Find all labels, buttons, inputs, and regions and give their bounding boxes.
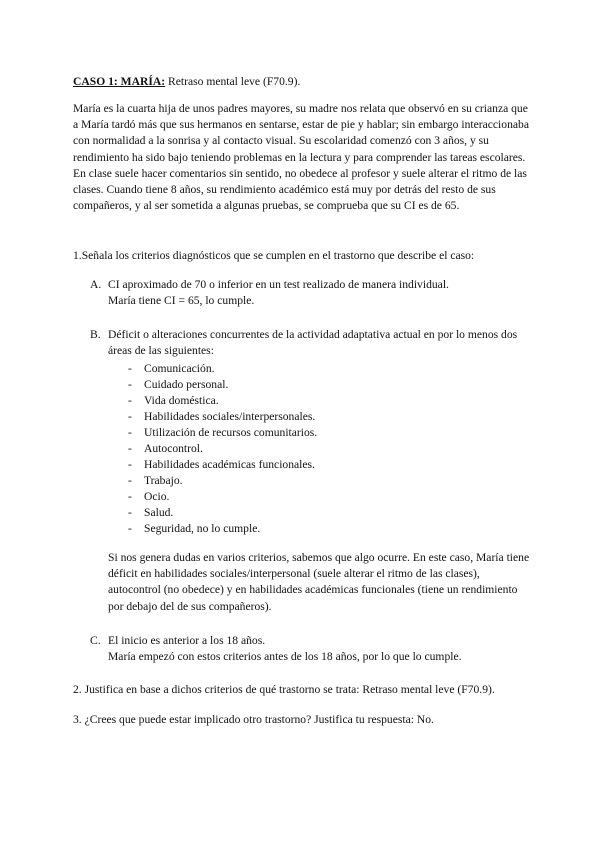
list-item: - Habilidades académicas funcionales.: [128, 458, 315, 471]
list-item: - Cuidado personal.: [128, 378, 229, 391]
criterion-a-answer: María tiene CI = 65, lo cumple.: [108, 294, 255, 308]
question-1: 1.Señala los criterios diagnósticos que se cumplen en el trastorno que describe el caso:: [73, 249, 475, 262]
list-item: - Seguridad, no lo cumple.: [128, 522, 261, 535]
criterion-c-answer: María empezó con estos criterios antes de los 18 años, por lo que lo cumple.: [108, 650, 462, 664]
list-item: - Salud.: [128, 506, 174, 519]
case-title-lead: CASO 1: MARÍA:: [73, 75, 166, 88]
criterion-a-letter: A.: [90, 278, 102, 291]
list-item: - Autocontrol.: [128, 442, 203, 455]
list-item: - Habilidades sociales/interpersonales.: [128, 410, 316, 423]
adaptive-areas-list: [128, 361, 428, 537]
list-item: - Comunicación.: [128, 362, 215, 375]
list-item: - Utilización de recursos comunitarios.: [128, 426, 318, 439]
criterion-b-text: Déficit o alteraciones concurrentes de la actividad adaptativa actual en por lo menos dos áreas de las siguientes:: [108, 328, 518, 358]
case-description: María es la cuarta hija de unos padres mayores, su madre nos relata que observó en su crianza que a María tardó más que sus hermanos en sentarse, estar de pie y hablar; sin embargo interaccionaba con normalidad a la sonrisa y al contacto visual. Su escolaridad comenzó con 3 años, y su rendimiento ha sido bajo teniendo problemas en la lectura y para comprender las tareas escolares. En clase suele hacer comentarios sin sentido, no obedece al profesor y suele alterar el ritmo de las clases. Cuando tiene 8 años, su rendimiento académico está muy por detrás del resto de sus compañeros, y al ser sometida a algunas pruebas, se comprueba que su CI es de 65.: [73, 102, 529, 213]
criterion-b-note: Si nos genera dudas en varios criterios, sabemos que algo ocurre. En este caso, María tiene déficit en habilidades sociales/interpersonal (suele alterar el ritmo de las clases), autocontrol (no obedece) y en habilidades académicas funcionales (tiene un rendimiento por debajo del de sus compañeros).: [108, 551, 530, 613]
list-item: - Trabajo.: [128, 474, 183, 487]
question-2: 2. Justifica en base a dichos criterios de qué trastorno se trata: Retraso mental leve (F70.9).: [73, 683, 495, 696]
criterion-b-letter: B.: [90, 328, 101, 341]
question-3: 3. ¿Crees que puede estar implicado otro trastorno? Justifica tu respuesta: No.: [73, 713, 434, 726]
case-title: [73, 74, 533, 90]
list-item: - Vida doméstica.: [128, 394, 219, 407]
criterion-c-letter: C.: [90, 634, 101, 647]
list-item: - Ocio.: [128, 490, 170, 503]
criterion-c-text: El inicio es anterior a los 18 años.: [108, 634, 266, 647]
criterion-a-text: CI aproximado de 70 o inferior en un test realizado de manera individual.: [108, 278, 449, 291]
case-title-diagnosis: Retraso mental leve (F70.9).: [165, 75, 301, 88]
